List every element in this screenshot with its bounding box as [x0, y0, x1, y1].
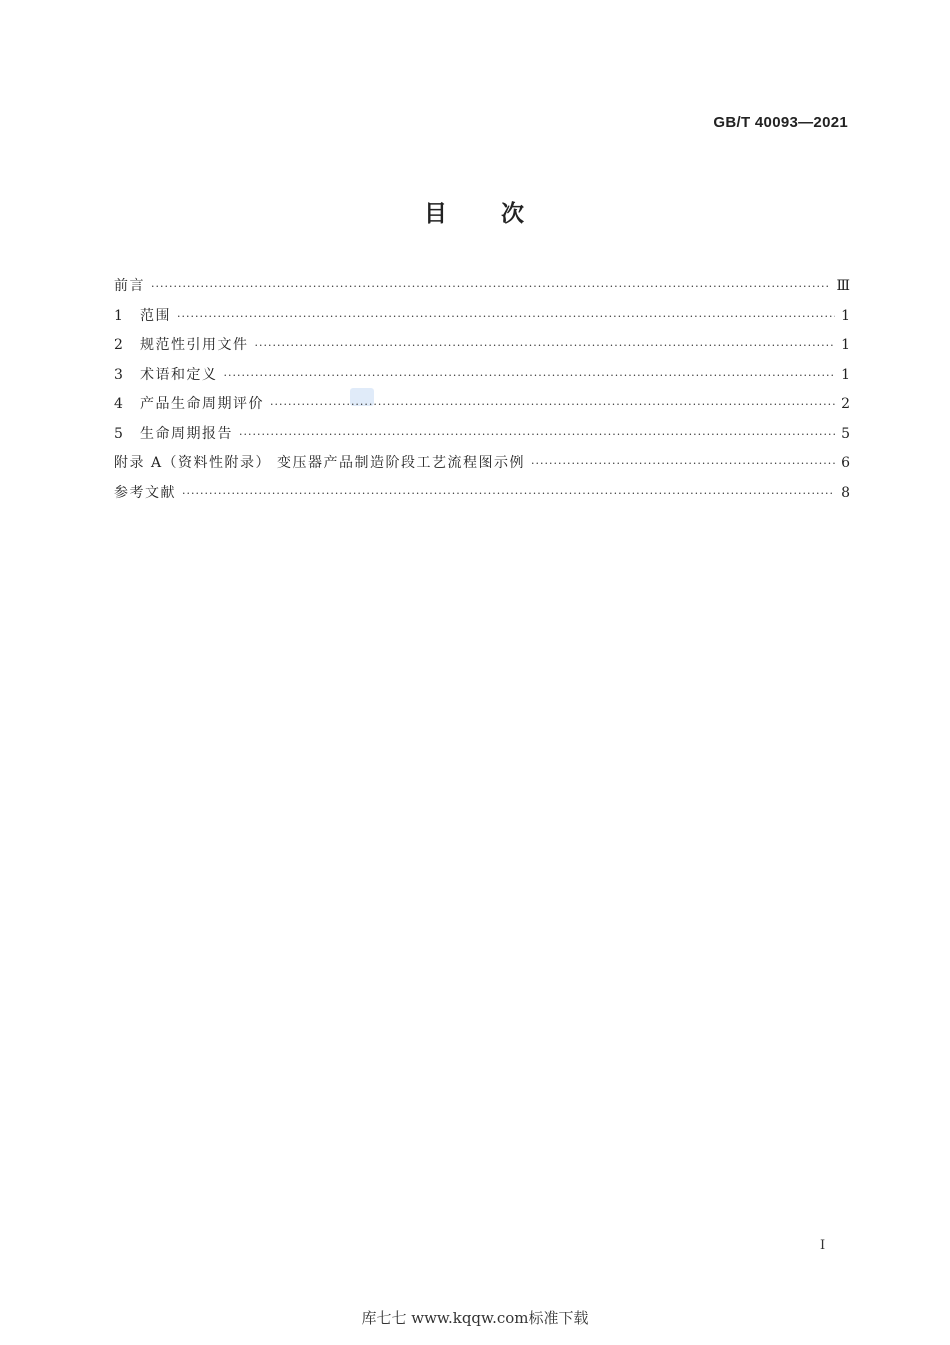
footer-text: 库七七 www.kqqw.com标准下载 [361, 1309, 589, 1327]
toc-item-lifecycle-report[interactable] [114, 420, 850, 450]
toc-page: 1 [841, 307, 850, 324]
toc-page: 8 [841, 484, 850, 501]
toc-page: 1 [841, 366, 850, 383]
toc-item-bibliography[interactable] [114, 479, 850, 509]
toc-page: Ⅲ [836, 278, 850, 294]
toc-leader [270, 390, 835, 420]
toc-number: 1 [114, 307, 123, 324]
toc-label: 术语和定义 [140, 366, 218, 383]
toc-number: 3 [114, 366, 123, 383]
toc-label: 规范性引用文件 [140, 337, 249, 353]
toc-label: 参考文献 [114, 484, 176, 501]
toc-leader [239, 420, 835, 450]
toc-leader [255, 331, 836, 361]
toc-item-lifecycle-assessment[interactable] [114, 390, 850, 420]
toc-leader [151, 272, 830, 302]
toc-label: 范围 [140, 307, 171, 324]
toc-item-normative-references[interactable] [114, 331, 850, 361]
toc-label: 附录 A（资料性附录） 变压器产品制造阶段工艺流程图示例 [114, 455, 526, 471]
page-number: I [820, 1238, 826, 1253]
toc-page: 5 [841, 425, 850, 442]
toc-item-terms[interactable] [114, 361, 850, 391]
table-of-contents [114, 272, 850, 508]
standard-number: GB/T 40093—2021 [713, 114, 848, 131]
toc-leader [531, 449, 835, 479]
toc-leader [182, 479, 835, 509]
toc-label: 生命周期报告 [140, 425, 233, 442]
toc-label: 产品生命周期评价 [140, 396, 264, 412]
toc-page: 1 [841, 337, 850, 353]
toc-number: 2 [114, 337, 123, 353]
page-title [0, 195, 950, 228]
toc-label: 前言 [114, 278, 145, 294]
title-char-1: 目 [424, 201, 449, 227]
toc-page: 6 [841, 455, 850, 471]
toc-page: 2 [841, 396, 850, 412]
toc-item-scope[interactable] [114, 302, 850, 332]
toc-leader [177, 302, 835, 332]
toc-number: 5 [114, 425, 123, 442]
toc-leader [224, 361, 836, 391]
toc-item-annex-a[interactable] [114, 449, 850, 479]
toc-item-foreword[interactable] [114, 272, 850, 302]
toc-number: 4 [114, 396, 123, 412]
title-char-2: 次 [501, 201, 526, 227]
